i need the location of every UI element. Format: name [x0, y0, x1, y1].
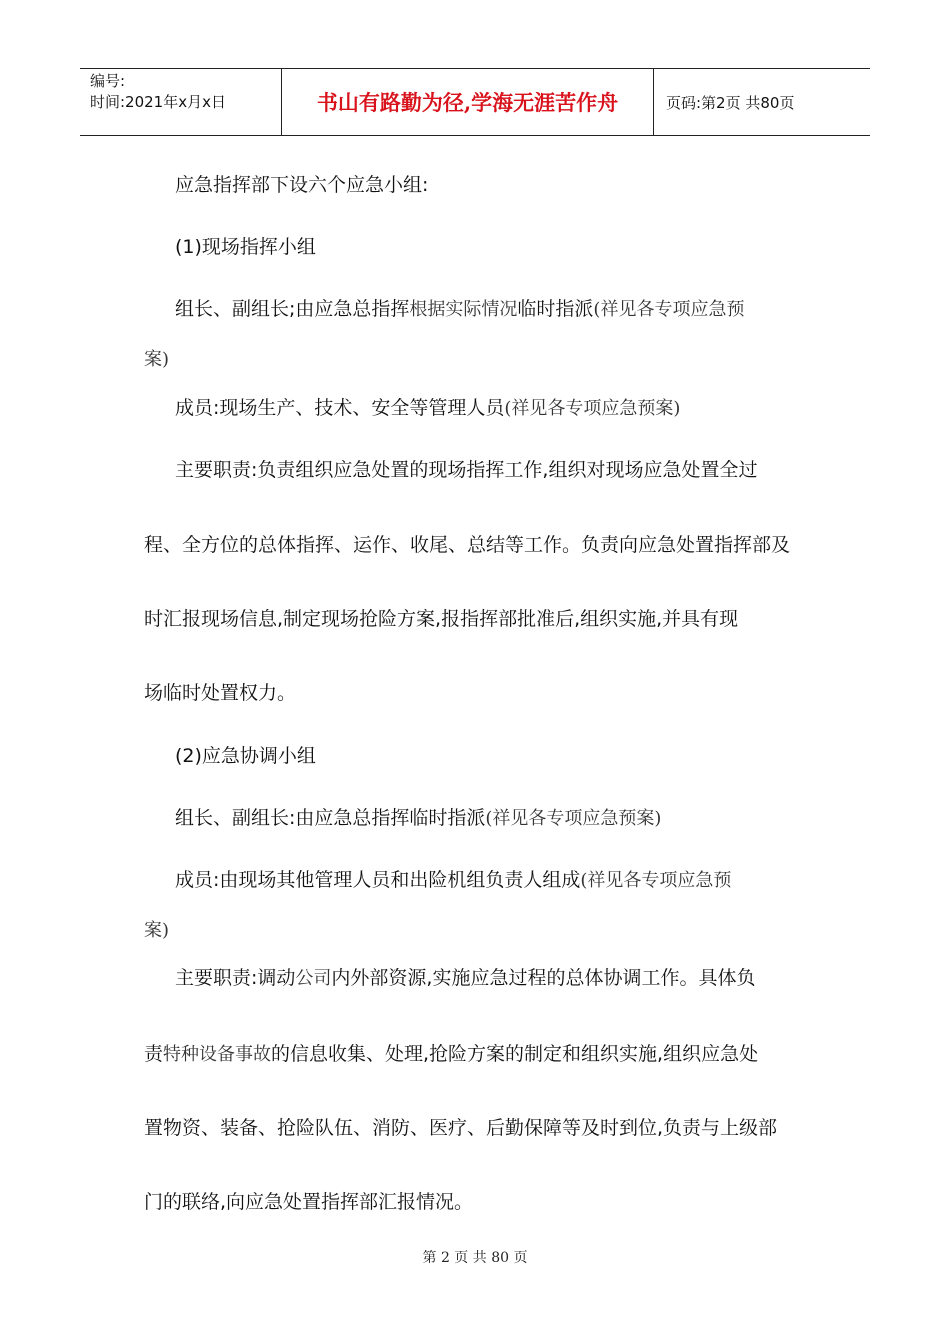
- group-2-leader-text: 组长、副组长:由应急总指挥临时指派: [175, 807, 486, 829]
- group-2-duty-line-3: 置物资、装备、抢险队伍、消防、医疗、后勤保障等及时到位,负责与上级部: [144, 1117, 778, 1139]
- group-1-duty-line-3: 时汇报现场信息,制定现场抢险方案,报指挥部批准后,组织实施,并具有现: [144, 608, 739, 630]
- group-2-duty-2b: 特种设备事故: [163, 1044, 272, 1065]
- group-1-leader: [175, 297, 744, 322]
- group-2-title: (2)应急协调小组: [175, 745, 316, 767]
- group-1-duty-line-2: 程、全方位的总体指挥、运作、收尾、总结等工作。负责向应急处置指挥部及: [144, 534, 791, 556]
- group-2-members-text: 成员:由现场其他管理人员和出险机组负责人组成: [175, 869, 581, 891]
- header-motto-cell: [282, 69, 654, 135]
- header-meta: [80, 69, 282, 135]
- group-2-members: [175, 868, 731, 893]
- group-2-duty-line-2: [144, 1042, 758, 1067]
- group-2-members-note: (祥见各专项应急预: [580, 870, 732, 891]
- group-2-duty-1b: 公司: [295, 968, 332, 989]
- group-1-members-text: 成员:现场生产、技术、安全等管理人员: [175, 397, 505, 419]
- header-page-number: 页码:第2页 共80页: [666, 93, 795, 112]
- group-1-leader-assign: 临时指派: [517, 298, 594, 320]
- document-date: 时间:2021年x月x日: [90, 93, 226, 111]
- group-1-leader-note: (祥见各专项应急预: [593, 299, 745, 320]
- group-2-members-note-end: 案): [144, 920, 170, 941]
- group-2-duty-2c: 的信息收集、处理,抢险方案的制定和组织实施,组织应急处: [271, 1043, 759, 1065]
- group-1-members: [175, 396, 680, 421]
- page-header: [80, 68, 870, 136]
- group-1-title: (1)现场指挥小组: [175, 236, 316, 258]
- group-1-duty-line-1: 主要职责:负责组织应急处置的现场指挥工作,组织对现场应急处置全过: [175, 459, 758, 481]
- group-2-leader: [175, 806, 661, 831]
- group-2-duty-line-4: 门的联络,向应急处置指挥部汇报情况。: [144, 1191, 474, 1213]
- group-2-duty-2a: 责: [144, 1043, 164, 1065]
- intro-paragraph: 应急指挥部下设六个应急小组:: [175, 174, 429, 196]
- document-number: 编号:: [90, 72, 126, 90]
- group-1-leader-note-end: 案): [144, 349, 170, 370]
- group-1-leader-basis: 根据实际情况: [409, 299, 518, 320]
- group-2-duty-line-1: [175, 966, 755, 991]
- group-2-duty-1a: 主要职责:调动: [175, 967, 296, 989]
- group-1-members-note: (祥见各专项应急预案): [504, 398, 681, 419]
- group-1-duty-line-4: 场临时处置权力。: [144, 682, 297, 704]
- group-2-duty-1c: 内外部资源,实施应急过程的总体协调工作。具体负: [331, 967, 756, 989]
- header-motto: 书山有路勤为径,学海无涯苦作舟: [316, 90, 619, 115]
- page-footer: 第 2 页 共 80 页: [422, 1250, 528, 1266]
- group-1-leader-text: 组长、副组长;由应急总指挥: [175, 298, 410, 320]
- group-2-leader-note: (祥见各专项应急预案): [485, 808, 662, 829]
